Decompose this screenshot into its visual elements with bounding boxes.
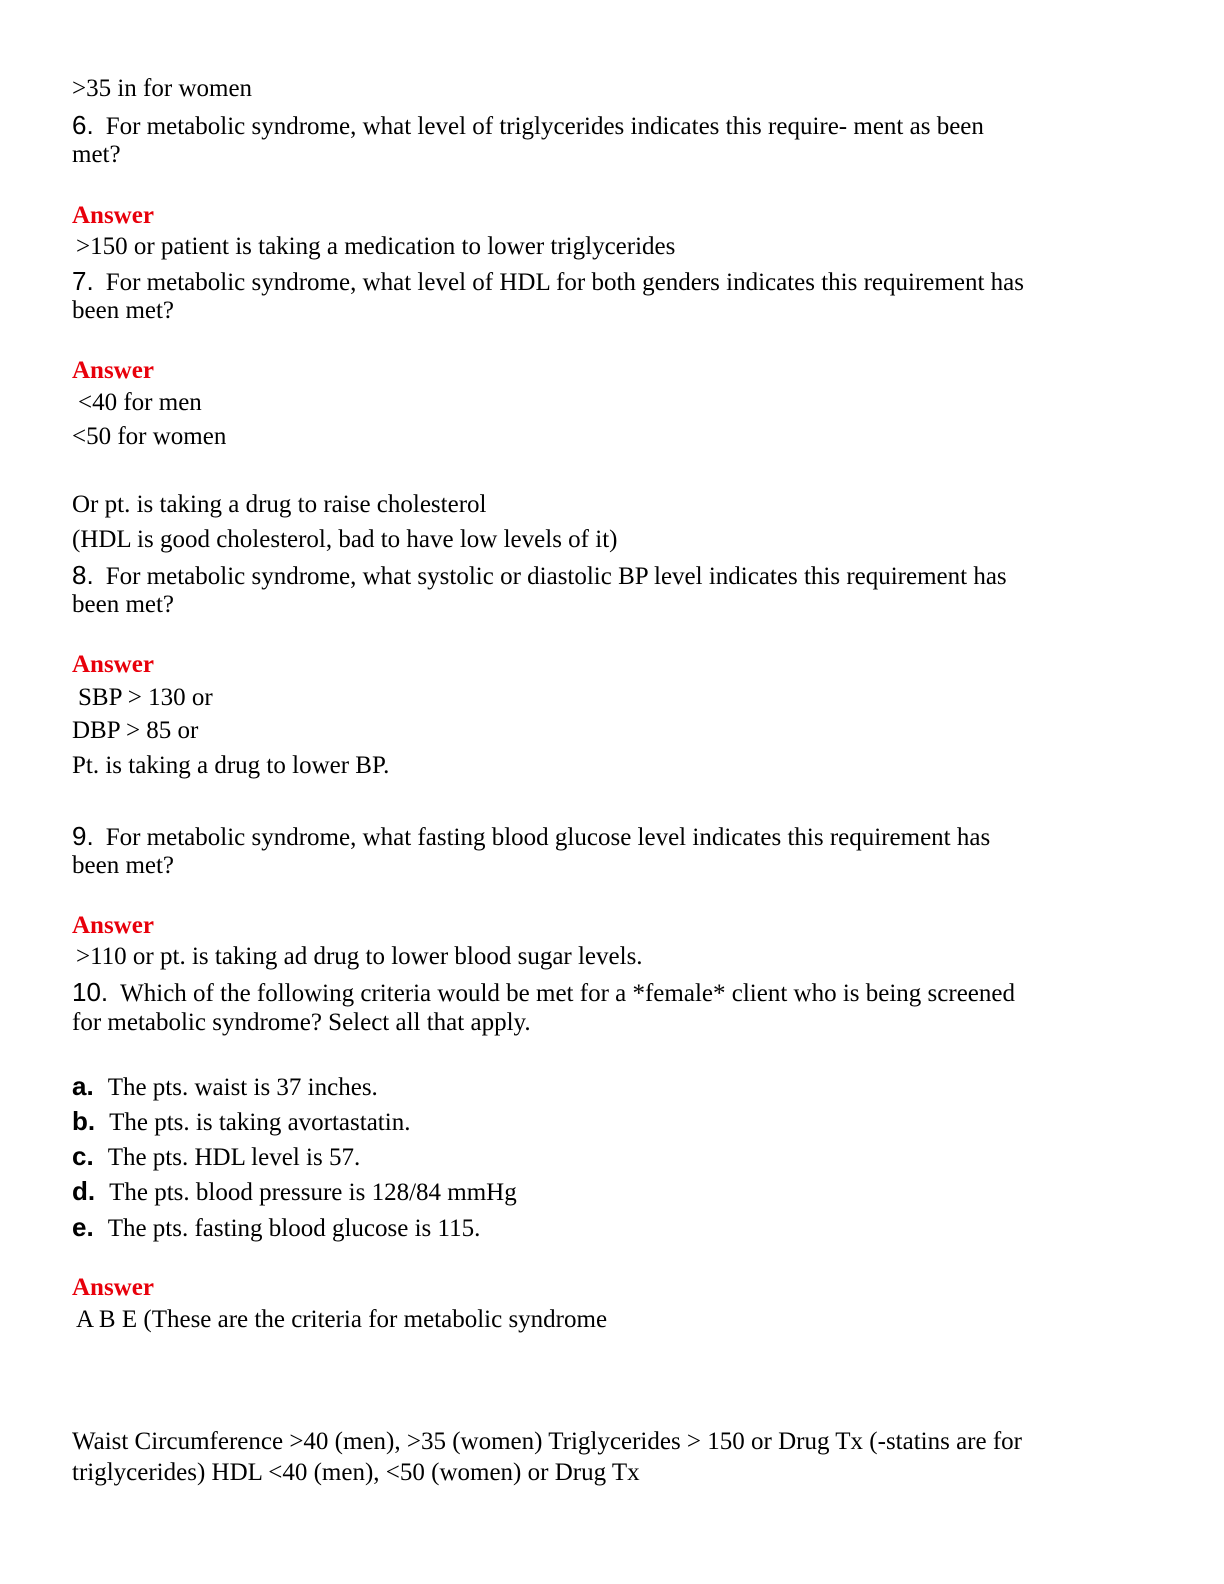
answer-text: >110 or pt. is taking ad drug to lower blood sugar levels.: [76, 943, 643, 970]
option-letter: b.: [72, 1106, 96, 1136]
answer-text: SBP > 130 or: [78, 684, 213, 711]
footer-line: triglycerides) HDL <40 (men), <50 (women) or Drug Tx: [72, 1459, 640, 1486]
top-line: >35 in for women: [72, 75, 253, 102]
question-text: For metabolic syndrome, what systolic or diastolic BP level indicates this requirement has: [105, 563, 1007, 590]
answer-text: <40 for men: [78, 389, 202, 416]
question-10: [72, 977, 1015, 1009]
question-7: [72, 266, 1024, 298]
option-letter: a.: [72, 1071, 94, 1101]
option-text: The pts. blood pressure is 128/84 mmHg: [109, 1179, 517, 1206]
answer-text: Pt. is taking a drug to lower BP.: [72, 752, 390, 779]
answer-label: Answer: [72, 912, 154, 939]
option-text: The pts. fasting blood glucose is 115.: [107, 1215, 481, 1242]
answer-text: Or pt. is taking a drug to raise cholesterol: [72, 491, 487, 518]
question-9-continuation: been met?: [72, 852, 175, 879]
question-8-continuation: been met?: [72, 591, 175, 618]
answer-label: Answer: [72, 202, 154, 229]
question-number: 9.: [72, 821, 94, 851]
answer-text: (HDL is good cholesterol, bad to have low levels of it): [72, 526, 618, 553]
answer-text: <50 for women: [72, 423, 227, 450]
answer-label: Answer: [72, 357, 154, 384]
option-e: [72, 1212, 480, 1244]
question-number: 8.: [72, 560, 94, 590]
question-number: 6.: [72, 110, 94, 140]
question-text: For metabolic syndrome, what level of HDL for both genders indicates this requirement has: [105, 269, 1024, 296]
answer-label: Answer: [72, 651, 154, 678]
option-text: The pts. HDL level is 57.: [107, 1144, 361, 1171]
question-7-continuation: been met?: [72, 297, 175, 324]
question-number: 10.: [72, 977, 109, 1007]
option-d: [72, 1176, 517, 1208]
option-letter: d.: [72, 1176, 96, 1206]
option-b: [72, 1106, 410, 1138]
answer-label: Answer: [72, 1274, 154, 1301]
question-9: [72, 821, 990, 853]
option-letter: c.: [72, 1141, 94, 1171]
question-10-continuation: for metabolic syndrome? Select all that apply.: [72, 1009, 531, 1036]
option-text: The pts. waist is 37 inches.: [107, 1074, 378, 1101]
option-letter: e.: [72, 1212, 94, 1242]
question-6: [72, 110, 984, 142]
question-text: Which of the following criteria would be met for a *female* client who is being screened: [120, 980, 1015, 1007]
answer-text: DBP > 85 or: [72, 717, 199, 744]
footer-line: Waist Circumference >40 (men), >35 (women) Triglycerides > 150 or Drug Tx (-statins are for: [72, 1428, 1022, 1455]
question-number: 7.: [72, 266, 94, 296]
question-6-continuation: met?: [72, 141, 121, 168]
question-text: For metabolic syndrome, what level of triglycerides indicates this require- ment as been: [105, 113, 984, 140]
question-8: [72, 560, 1007, 592]
question-text: For metabolic syndrome, what fasting blood glucose level indicates this requirement has: [105, 824, 991, 851]
answer-text: >150 or patient is taking a medication to lower triglycerides: [76, 233, 676, 260]
answer-text: A B E (These are the criteria for metabolic syndrome: [76, 1306, 608, 1333]
option-text: The pts. is taking avortastatin.: [109, 1109, 411, 1136]
option-a: [72, 1071, 378, 1103]
option-c: [72, 1141, 360, 1173]
